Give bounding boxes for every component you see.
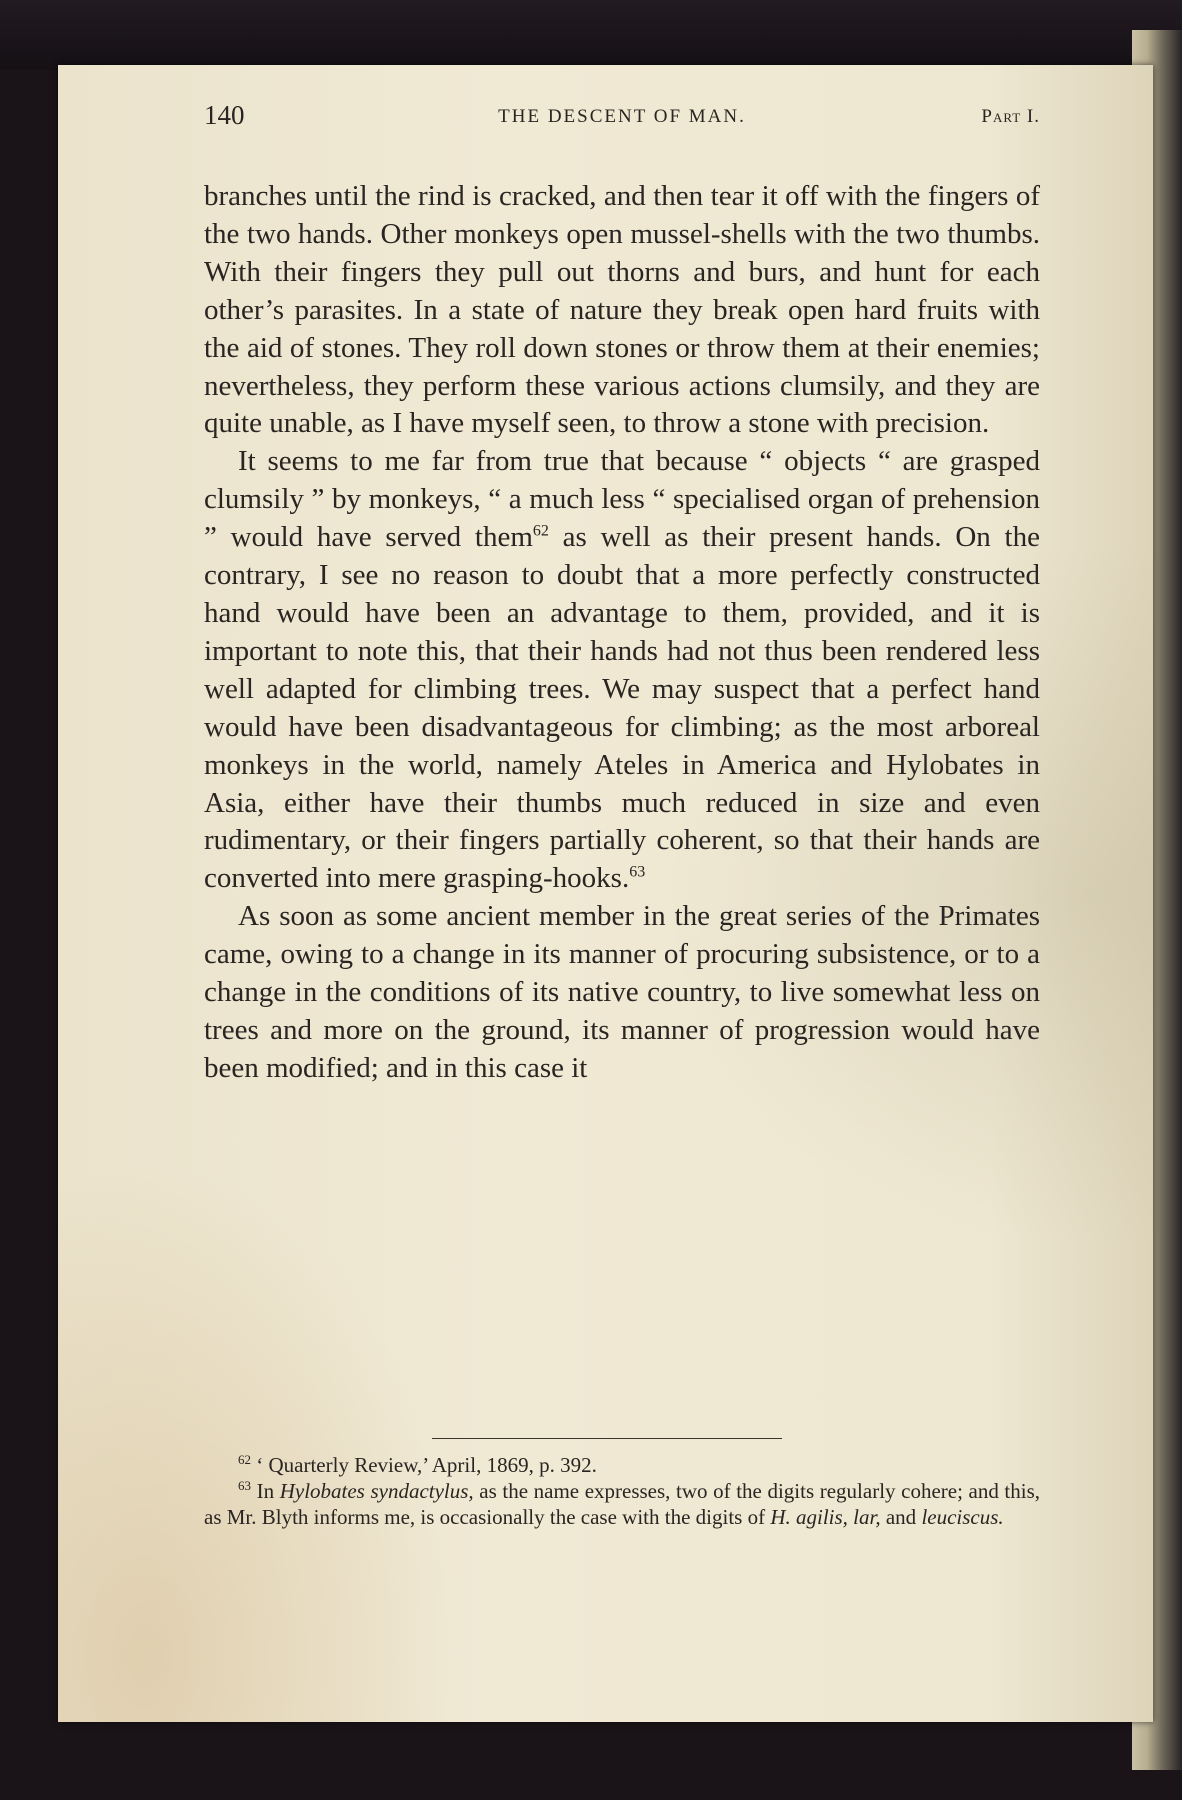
backdrop bbox=[0, 0, 1182, 70]
paragraph-1: branches until the rind is cracked, and then tear it off with the fingers of the two hands. Other monkeys open mussel-shells with the two thumbs. With their fingers they pull out thorns and burs, and hunt for each other’s parasites. In a state of nature they break open hard fruits with the aid of stones. They roll down stones or throw them at their enemies; nevertheless, they perform these various actions clumsily, and they are quite unable, as I have myself seen, to throw a stone with precision. bbox=[204, 180, 1040, 440]
footnote-ref-63: 63 bbox=[629, 863, 646, 881]
paragraph-2 bbox=[204, 443, 1040, 898]
footnote-text: In bbox=[256, 1479, 280, 1503]
paragraph-2-part-b: as well as their present hands. On the contrary, I see no reason to doubt that a more perfectly constructed hand would have been an advantage to them, provided, and it is important to note this, that their hands had not thus been rendered less well adapted for climbing trees. We may suspect that a perfect hand would have been disadvantageous for climbing; as the most arboreal monkeys in the world, namely Ateles in America and Hylobates in Asia, either have their thumbs much reduced in size and even rudimentary, or their fingers partially coherent, so that their hands are converted into mere grasping-hooks. bbox=[204, 521, 1040, 895]
page-number: 140 bbox=[204, 100, 245, 130]
footnote-ref-62: 62 bbox=[532, 522, 549, 540]
footnote-mark: 62 bbox=[238, 1452, 251, 1467]
footnote-63 bbox=[204, 1478, 1040, 1530]
species-name: Hylobates syndactylus, bbox=[279, 1479, 474, 1503]
footnote-rule bbox=[432, 1438, 782, 1439]
footnotes bbox=[204, 1452, 1040, 1530]
part-label: Part I. bbox=[981, 106, 1040, 127]
species-name: leuciscus. bbox=[921, 1505, 1004, 1529]
footnote-mark: 63 bbox=[238, 1478, 251, 1493]
footnote-text: ‘ Quarterly Review,’ April, 1869, p. 392. bbox=[256, 1453, 597, 1477]
footnote-text: and bbox=[880, 1505, 922, 1529]
species-name: H. agilis, lar, bbox=[770, 1505, 881, 1529]
footnote-62 bbox=[204, 1452, 1040, 1478]
paragraph-2-part-a: It seems to me far from true that because “ objects “ are grasped clumsily ” by monkeys, “ a much less “ specialised organ of prehension ” would have served them bbox=[204, 445, 1040, 554]
page-header bbox=[204, 100, 1040, 140]
footnote-text: as the name expresses, two of the digits regularly cohere; and this, as Mr. Blyth informs me, is occasionally the case with the digits of bbox=[204, 1479, 1041, 1529]
running-title: THE DESCENT OF MAN. bbox=[498, 106, 746, 127]
paragraph-3: As soon as some ancient member in the great series of the Primates came, owing to a change in its manner of procuring subsistence, or to a change in the conditions of its native country, to live somewhat less on trees and more on the ground, its manner of progression would have been modified; and in this case it bbox=[204, 900, 1040, 1084]
body-text bbox=[204, 178, 1040, 1088]
